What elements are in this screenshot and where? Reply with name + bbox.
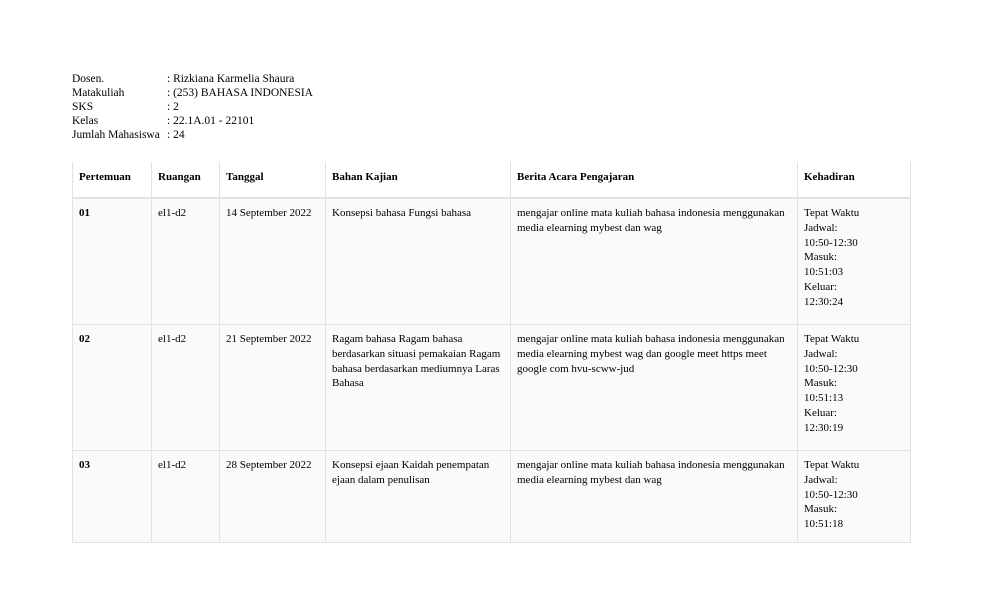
kehadiran-masuk-label: Masuk: bbox=[804, 251, 837, 264]
header-ruangan: Ruangan bbox=[152, 162, 220, 198]
info-label: Dosen. bbox=[72, 73, 105, 85]
kehadiran-keluar-value: 12:30:24 bbox=[804, 295, 844, 308]
cell-pertemuan: 01 bbox=[73, 198, 152, 325]
info-value: : 22.1A.01 - 22101 bbox=[167, 115, 255, 127]
cell-tanggal: 14 September 2022 bbox=[220, 198, 326, 325]
cell-ruangan: el1-d2 bbox=[152, 451, 220, 543]
table-header-row bbox=[73, 162, 911, 198]
info-row-sks bbox=[72, 100, 313, 114]
header-tanggal: Tanggal bbox=[220, 162, 326, 198]
cell-berita-acara: mengajar online mata kuliah bahasa indonesia menggunakan media elearning mybest dan wag bbox=[511, 198, 798, 325]
cell-berita-acara: mengajar online mata kuliah bahasa indonesia menggunakan media elearning mybest wag dan google meet https meet google com hvu-scww-jud bbox=[511, 325, 798, 451]
kehadiran-masuk-value: 10:51:03 bbox=[804, 266, 844, 279]
info-label: Jumlah Mahasiswa bbox=[72, 129, 160, 141]
cell-kehadiran bbox=[798, 325, 911, 451]
cell-pertemuan: 03 bbox=[73, 451, 152, 543]
info-row-matakuliah bbox=[72, 86, 313, 100]
info-value: : 24 bbox=[167, 129, 185, 141]
table-row bbox=[73, 451, 911, 543]
kehadiran-jadwal-label: Jadwal: bbox=[804, 221, 838, 234]
cell-bahan-kajian: Ragam bahasa Ragam bahasa berdasarkan situasi pemakaian Ragam bahasa berdasarkan mediumnya Laras Bahasa bbox=[326, 325, 511, 451]
header-pertemuan: Pertemuan bbox=[73, 162, 152, 198]
cell-kehadiran bbox=[798, 451, 911, 543]
kehadiran-jadwal-value: 10:50-12:30 bbox=[804, 236, 858, 249]
info-label: SKS bbox=[72, 101, 94, 113]
cell-tanggal: 21 September 2022 bbox=[220, 325, 326, 451]
header-kehadiran: Kehadiran bbox=[798, 162, 911, 198]
info-row-kelas bbox=[72, 114, 313, 128]
kehadiran-masuk-value: 10:51:13 bbox=[804, 392, 844, 405]
kehadiran-status: Tepat Waktu bbox=[804, 459, 860, 471]
cell-kehadiran bbox=[798, 198, 911, 325]
kehadiran-jadwal-value: 10:50-12:30 bbox=[804, 488, 858, 501]
info-value: : 2 bbox=[167, 101, 179, 113]
kehadiran-masuk-label: Masuk: bbox=[804, 503, 837, 516]
info-value: : Rizkiana Karmelia Shaura bbox=[167, 73, 295, 85]
info-label: Matakuliah bbox=[72, 87, 125, 99]
course-info bbox=[72, 72, 313, 142]
kehadiran-status: Tepat Waktu bbox=[804, 207, 860, 219]
cell-ruangan: el1-d2 bbox=[152, 325, 220, 451]
kehadiran-jadwal-value: 10:50-12:30 bbox=[804, 362, 858, 375]
table-row bbox=[73, 198, 911, 325]
header-berita-acara: Berita Acara Pengajaran bbox=[511, 162, 798, 198]
table-row bbox=[73, 325, 911, 451]
attendance-table-wrapper bbox=[72, 162, 910, 543]
kehadiran-masuk-label: Masuk: bbox=[804, 377, 837, 390]
attendance-table bbox=[72, 162, 911, 543]
info-label: Kelas bbox=[72, 115, 99, 127]
kehadiran-keluar-label: Keluar: bbox=[804, 280, 837, 293]
cell-tanggal: 28 September 2022 bbox=[220, 451, 326, 543]
header-bahan-kajian: Bahan Kajian bbox=[326, 162, 511, 198]
info-value: : (253) BAHASA INDONESIA bbox=[167, 87, 313, 99]
cell-pertemuan: 02 bbox=[73, 325, 152, 451]
cell-berita-acara: mengajar online mata kuliah bahasa indonesia menggunakan media elearning mybest dan wag bbox=[511, 451, 798, 543]
info-row-jumlah-mahasiswa bbox=[72, 128, 313, 142]
kehadiran-masuk-value: 10:51:18 bbox=[804, 518, 844, 531]
cell-bahan-kajian: Konsepsi bahasa Fungsi bahasa bbox=[326, 198, 511, 325]
cell-bahan-kajian: Konsepsi ejaan Kaidah penempatan ejaan dalam penulisan bbox=[326, 451, 511, 543]
cell-ruangan: el1-d2 bbox=[152, 198, 220, 325]
kehadiran-keluar-value: 12:30:19 bbox=[804, 421, 844, 434]
kehadiran-jadwal-label: Jadwal: bbox=[804, 347, 838, 360]
kehadiran-status: Tepat Waktu bbox=[804, 333, 860, 345]
kehadiran-jadwal-label: Jadwal: bbox=[804, 473, 838, 486]
info-row-dosen bbox=[72, 72, 313, 86]
kehadiran-keluar-label: Keluar: bbox=[804, 406, 837, 419]
